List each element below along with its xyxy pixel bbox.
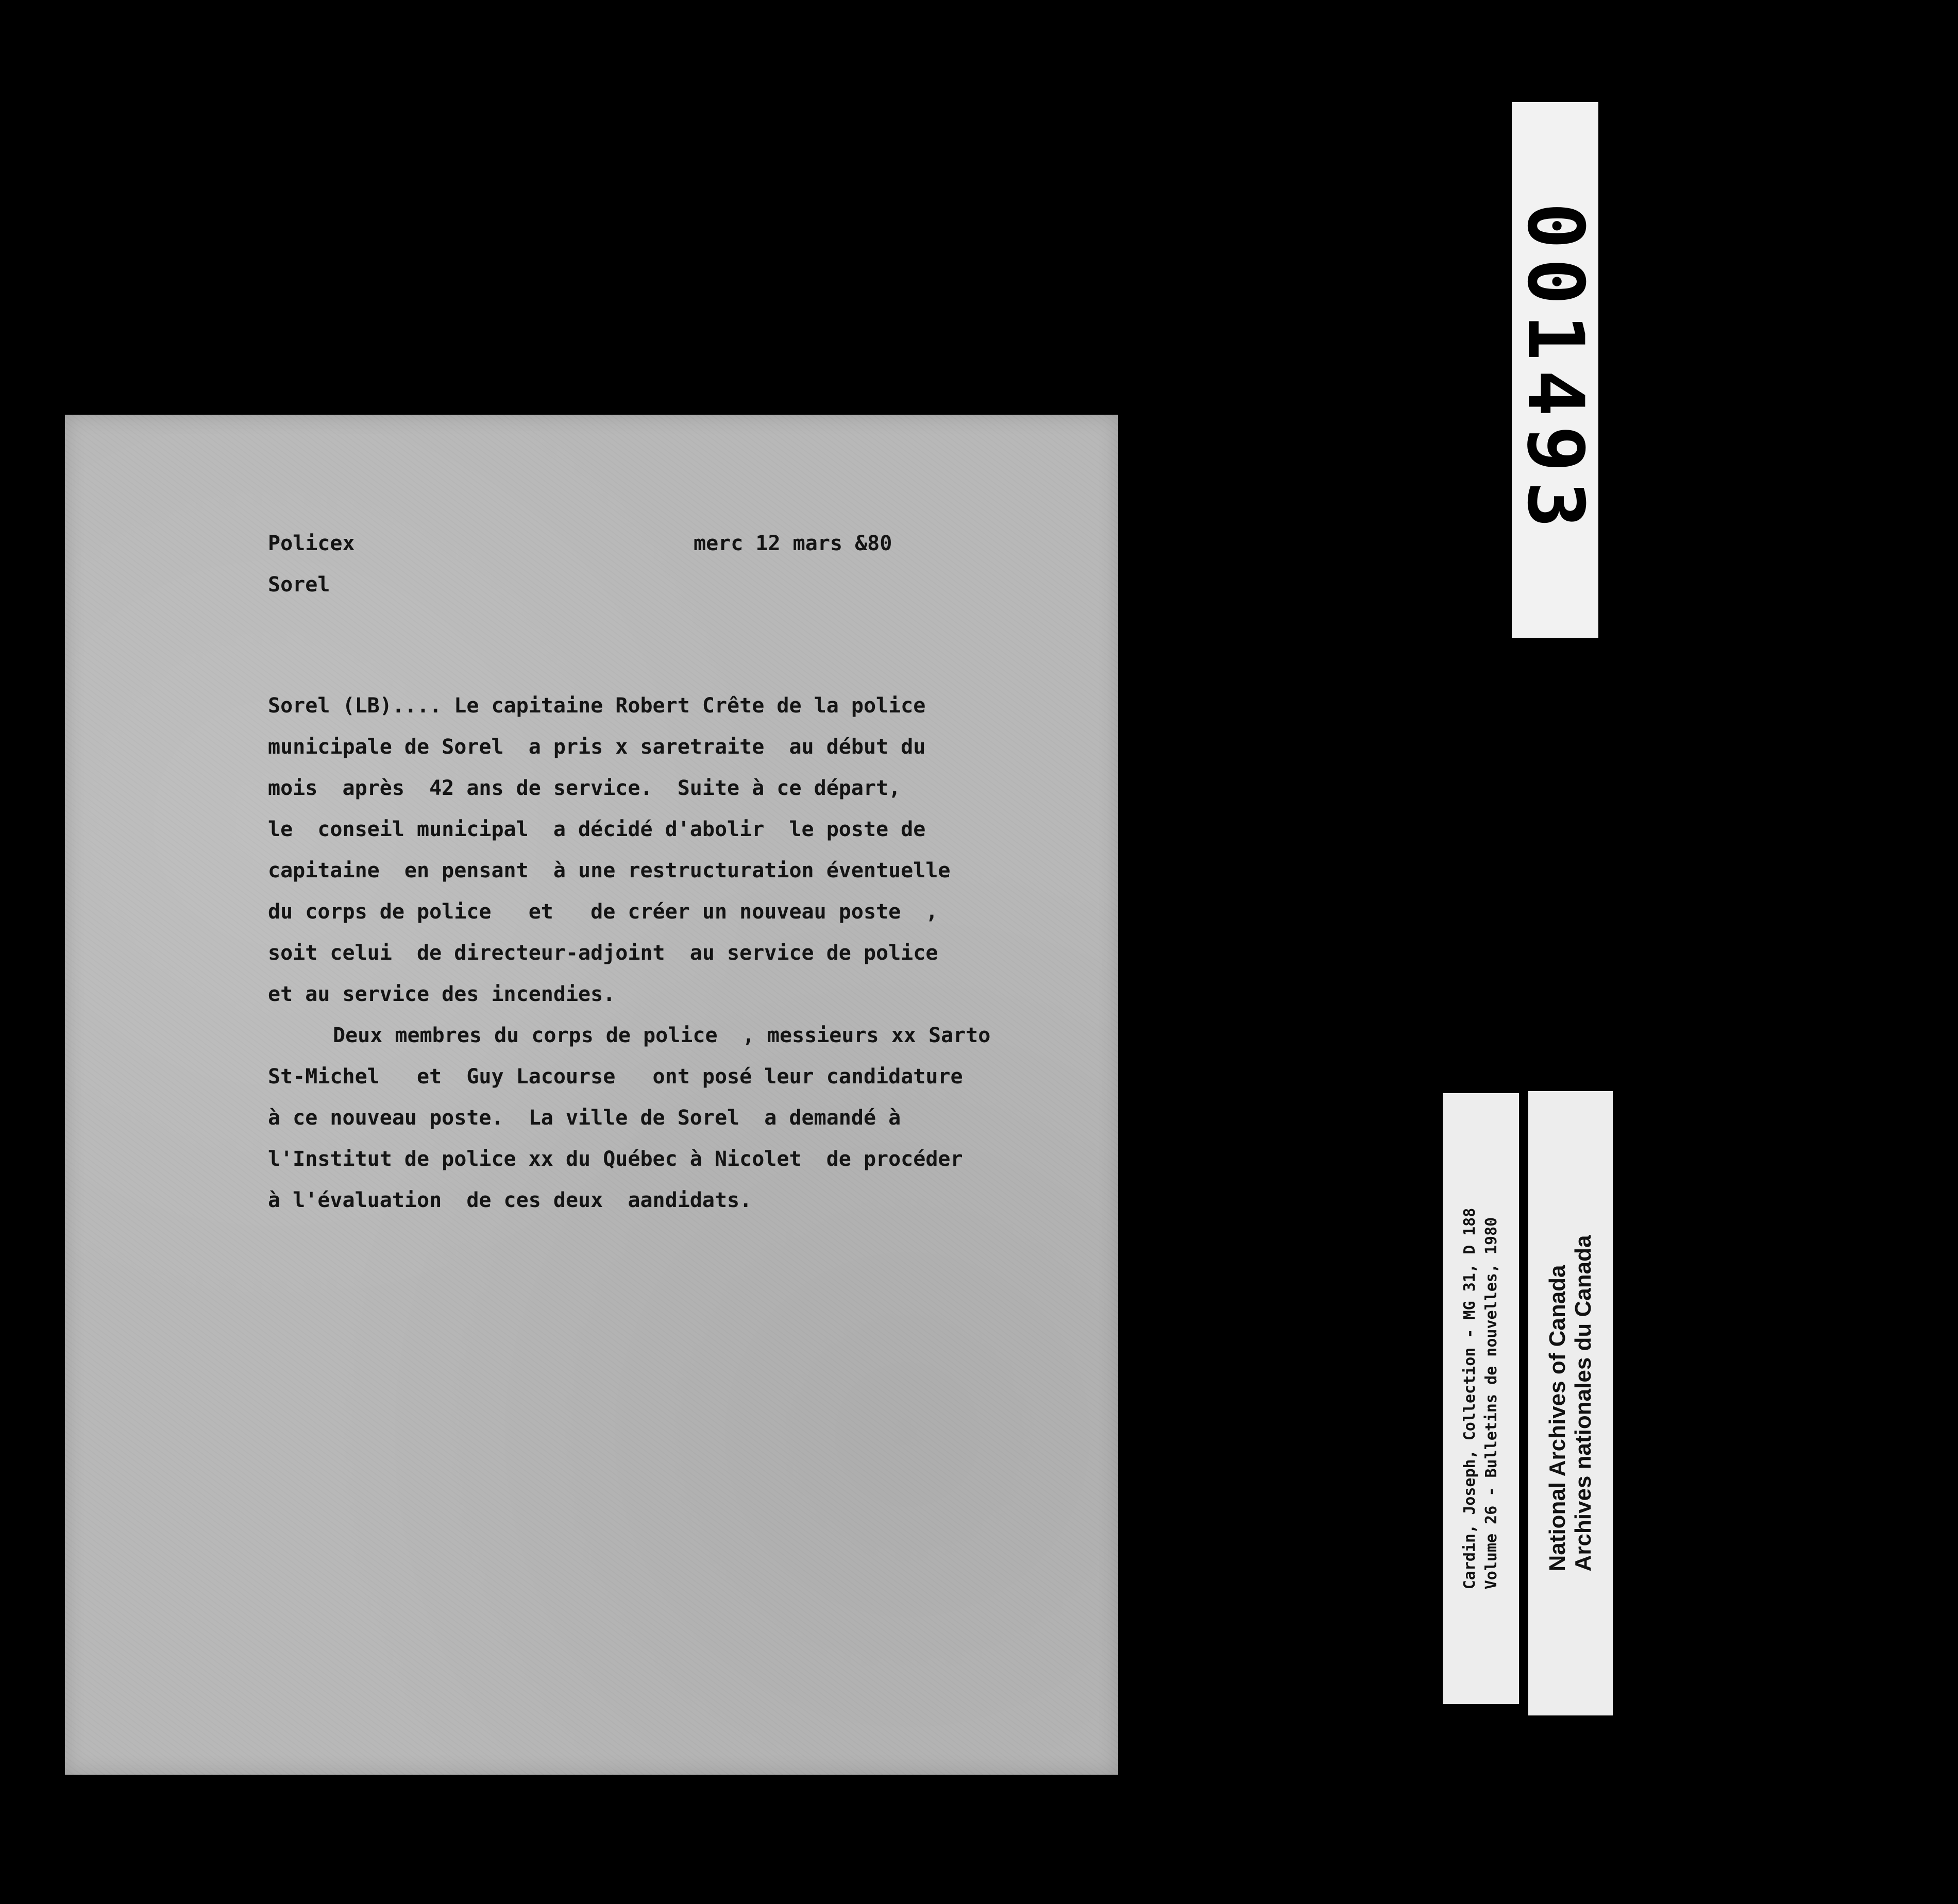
document-dateline: merc 12 mars &80 xyxy=(694,532,892,555)
archives-label-text xyxy=(1545,1235,1596,1572)
paragraph-line: soit celui de directeur-adjoint au service de police xyxy=(268,941,938,965)
paragraph-line: le conseil municipal a décidé d'abolir le poste de xyxy=(268,818,926,841)
collection-label-text xyxy=(1459,1208,1503,1590)
paragraph-line: Deux membres du corps de police , messieurs xx Sarto xyxy=(333,1024,991,1047)
frame-number: 001493 xyxy=(1510,202,1600,537)
collection-label xyxy=(1443,1093,1519,1704)
typed-document-page xyxy=(65,415,1118,1775)
paragraph-line: à ce nouveau poste. La ville de Sorel a demandé à xyxy=(268,1106,901,1130)
archives-label-line2: Archives nationales du Canada xyxy=(1571,1235,1596,1572)
archives-label xyxy=(1528,1091,1613,1715)
paragraph-line: municipale de Sorel a pris x saretraite au début du xyxy=(268,735,926,759)
frame-number-label xyxy=(1512,102,1598,638)
paragraph-line: mois après 42 ans de service. Suite à ce départ, xyxy=(268,776,901,800)
collection-label-line2: Volume 26 - Bulletins de nouvelles, 1980 xyxy=(1482,1217,1500,1590)
archives-label-line1: National Archives of Canada xyxy=(1545,1265,1570,1572)
document-location: Sorel xyxy=(268,573,330,597)
paragraph-line: Sorel (LB).... Le capitaine Robert Crête de la police xyxy=(268,694,926,718)
paragraph-line: et au service des incendies. xyxy=(268,982,616,1006)
collection-label-line1: Cardin, Joseph, Collection - MG 31, D 188 xyxy=(1461,1208,1479,1590)
paragraph-line: à l'évaluation de ces deux aandidats. xyxy=(268,1188,752,1212)
document-slug: Policex xyxy=(268,532,355,555)
paragraph-line: St-Michel et Guy Lacourse ont posé leur candidature xyxy=(268,1065,963,1089)
paragraph-line: l'Institut de police xx du Québec à Nicolet de procéder xyxy=(268,1147,963,1171)
paragraph-line: du corps de police et de créer un nouveau poste , xyxy=(268,900,938,924)
paragraph-line: capitaine en pensant à une restructuration éventuelle xyxy=(268,859,951,882)
